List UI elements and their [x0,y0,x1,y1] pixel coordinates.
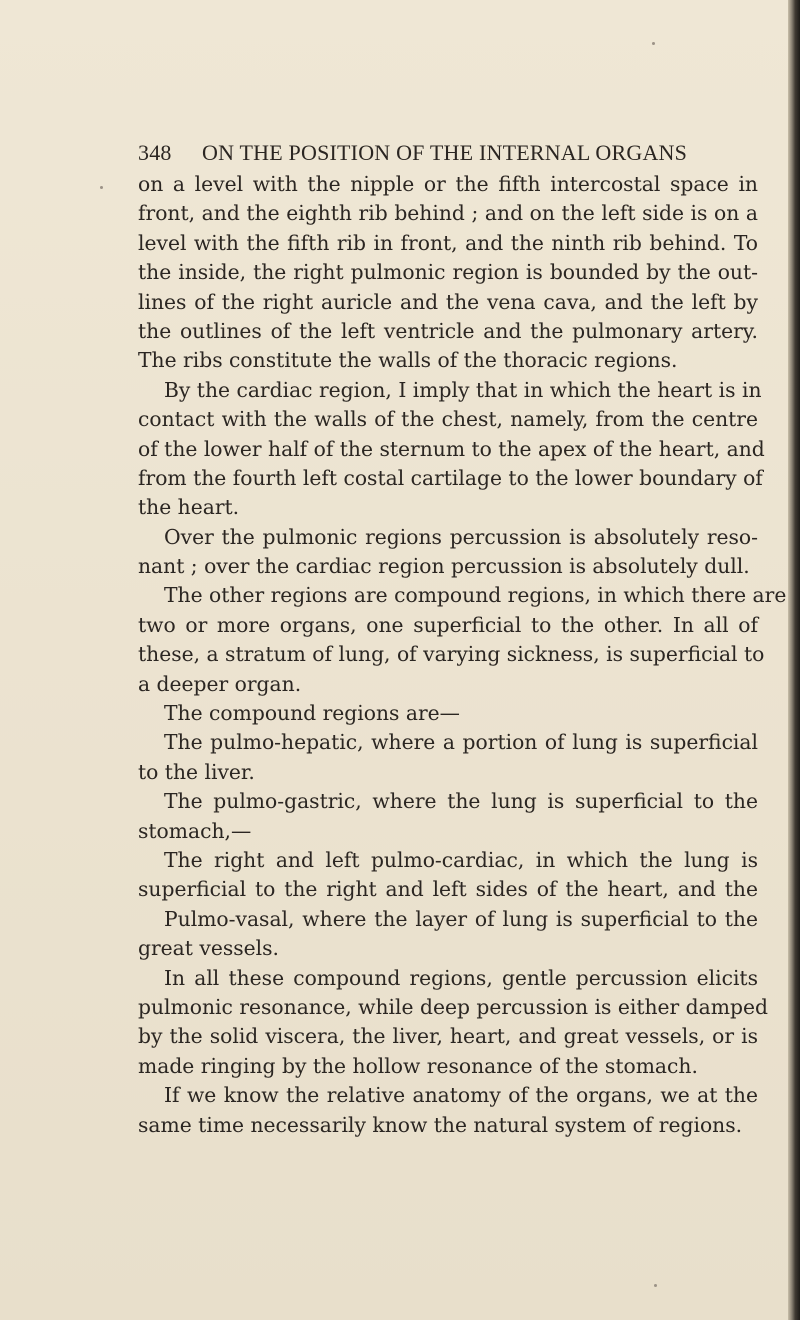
text-line: a deeper organ. [138,671,302,696]
body-text [138,170,787,1140]
text-line: contact with the walls of the chest, namely, from the centre [138,407,758,432]
text-line: If we know the relative anatomy of the organs, we at the [164,1083,758,1108]
text-line: nant ; over the cardiac region percussion is absolutely dull. [138,554,750,579]
text-line: level with the fifth rib in front, and the ninth rib behind. To [138,230,758,255]
text-line: Over the pulmonic regions percussion is absolutely reso- [164,524,758,549]
text-line: same time necessarily know the natural system of regions. [138,1112,743,1137]
running-head [138,140,738,170]
book-binding-edge [788,0,800,1320]
text-line: The right and left pulmo-cardiac, in which the lung is [164,847,758,872]
text-line: The ribs constitute the walls of the thoracic regions. [138,348,678,373]
paper-speck [652,42,655,45]
text-line: By the cardiac region, I imply that in which the heart is in [164,377,762,402]
text-line: great vessels. [138,936,279,961]
text-line: superficial to the right and left sides of the heart, and the [138,877,758,902]
text-line: to the liver. [138,759,255,784]
text-line: pulmonic resonance, while deep percussion is either damped [138,994,768,1019]
text-line: two or more organs, one superficial to the other. In all of [138,612,758,637]
text-line: The other regions are compound regions, in which there are [164,583,787,608]
paper-speck [100,186,103,189]
text-line: stomach,— [138,818,252,843]
text-line: made ringing by the hollow resonance of the stomach. [138,1053,698,1078]
text-line: of the lower half of the sternum to the apex of the heart, and [138,436,765,461]
text-line: by the solid viscera, the liver, heart, and great vessels, or is [138,1024,758,1049]
text-line: Pulmo-vasal, where the layer of lung is superficial to the [164,906,758,931]
text-line: these, a stratum of lung, of varying sickness, is superficial to [138,642,765,667]
text-line: The pulmo-hepatic, where a portion of lung is superficial [164,730,758,755]
text-line: lines of the right auricle and the vena cava, and the left by [138,289,758,314]
text-line: the inside, the right pulmonic region is bounded by the out- [138,260,758,285]
text-line: from the fourth left costal cartilage to the lower boundary of [138,465,763,490]
running-title: ON THE POSITION OF THE INTERNAL ORGANS [202,140,688,165]
text-line: The pulmo-gastric, where the lung is superficial to the [164,789,758,814]
paper-speck [654,1284,657,1287]
text-line: The compound regions are— [164,701,460,726]
text-line: on a level with the nipple or the fifth intercostal space in [138,172,758,196]
text-line: In all these compound regions, gentle percussion elicits [164,965,758,990]
page-number: 348 [138,140,172,165]
text-line: the heart. [138,495,240,520]
text-line: the outlines of the left ventricle and the pulmonary artery. [138,318,758,343]
text-line: front, and the eighth rib behind ; and on the left side is on a [138,201,758,226]
